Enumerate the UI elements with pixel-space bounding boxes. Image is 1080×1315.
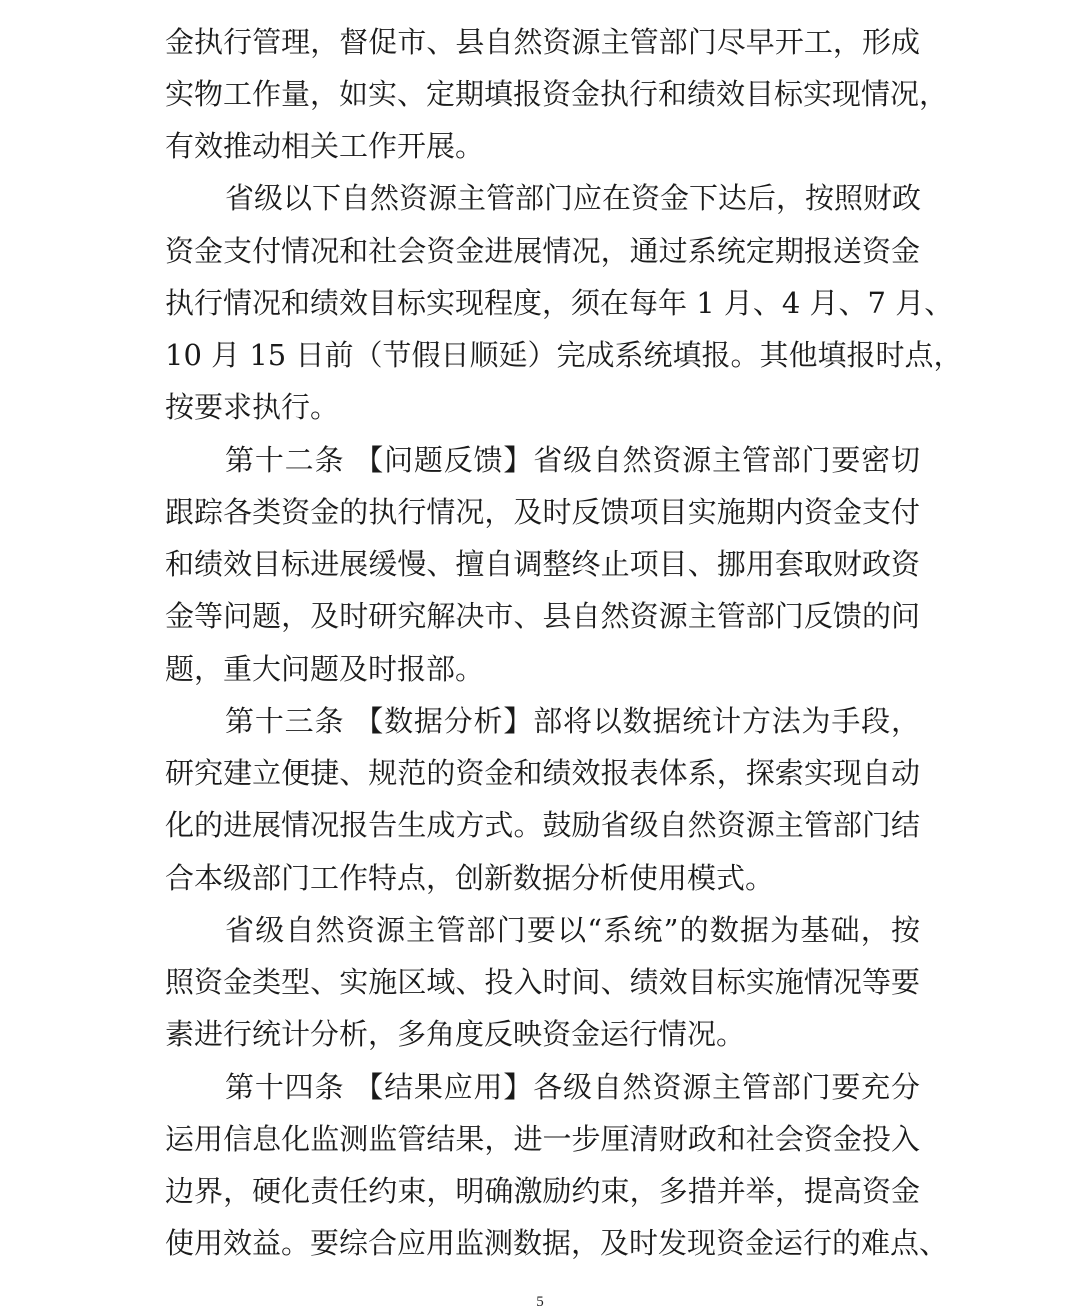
text-line: 化的进展情况报告生成方式。鼓励省级自然资源主管部门结 (165, 808, 920, 842)
text-line: 研究建立便捷、规范的资金和绩效报表体系，探索实现自动 (165, 756, 920, 790)
article-12-heading-line: 第十二条 【问题反馈】省级自然资源主管部门要密切 (225, 443, 920, 477)
text-line: 运用信息化监测监管结果，进一步厘清财政和社会资金投入 (165, 1122, 920, 1156)
text-line: 资金支付情况和社会资金进展情况，通过系统定期报送资金 (165, 234, 920, 268)
text-line: 金等问题，及时研究解决市、县自然资源主管部门反馈的问 (165, 599, 920, 633)
article-14-heading-line: 第十四条 【结果应用】各级自然资源主管部门要充分 (225, 1070, 920, 1104)
text-line: 题，重大问题及时报部。 (165, 652, 485, 686)
text-line: 金执行管理，督促市、县自然资源主管部门尽早开工，形成 (165, 25, 920, 59)
text-line: 照资金类型、实施区域、投入时间、绩效目标实施情况等要 (165, 965, 920, 999)
text-line: 10 月 15 日前（节假日顺延）完成系统填报。其他填报时点， (165, 338, 963, 372)
text-line: 实物工作量，如实、定期填报资金执行和绩效目标实现情况， (165, 77, 949, 111)
text-line: 使用效益。要综合应用监测数据，及时发现资金运行的难点、 (165, 1226, 949, 1260)
paragraph-start-line: 省级以下自然资源主管部门应在资金下达后，按照财政 (225, 181, 922, 215)
text-line: 合本级部门工作特点，创新数据分析使用模式。 (165, 861, 775, 895)
text-line: 执行情况和绩效目标实现程度，须在每年 1 月、4 月、7 月、 (165, 286, 954, 320)
text-line: 有效推动相关工作开展。 (165, 129, 485, 163)
text-line: 素进行统计分析，多角度反映资金运行情况。 (165, 1017, 746, 1051)
text-line: 按要求执行。 (165, 390, 340, 424)
text-line: 边界，硬化责任约束，明确激励约束，多措并举，提高资金 (165, 1174, 920, 1208)
text-line: 和绩效目标进展缓慢、擅自调整终止项目、挪用套取财政资 (165, 547, 920, 581)
paragraph-start-line: 省级自然资源主管部门要以“系统”的数据为基础，按 (225, 913, 920, 947)
article-13-heading-line: 第十三条 【数据分析】部将以数据统计方法为手段， (225, 704, 920, 738)
text-line: 跟踪各类资金的执行情况，及时反馈项目实施期内资金支付 (165, 495, 920, 529)
page-number: 5 (536, 1294, 544, 1310)
